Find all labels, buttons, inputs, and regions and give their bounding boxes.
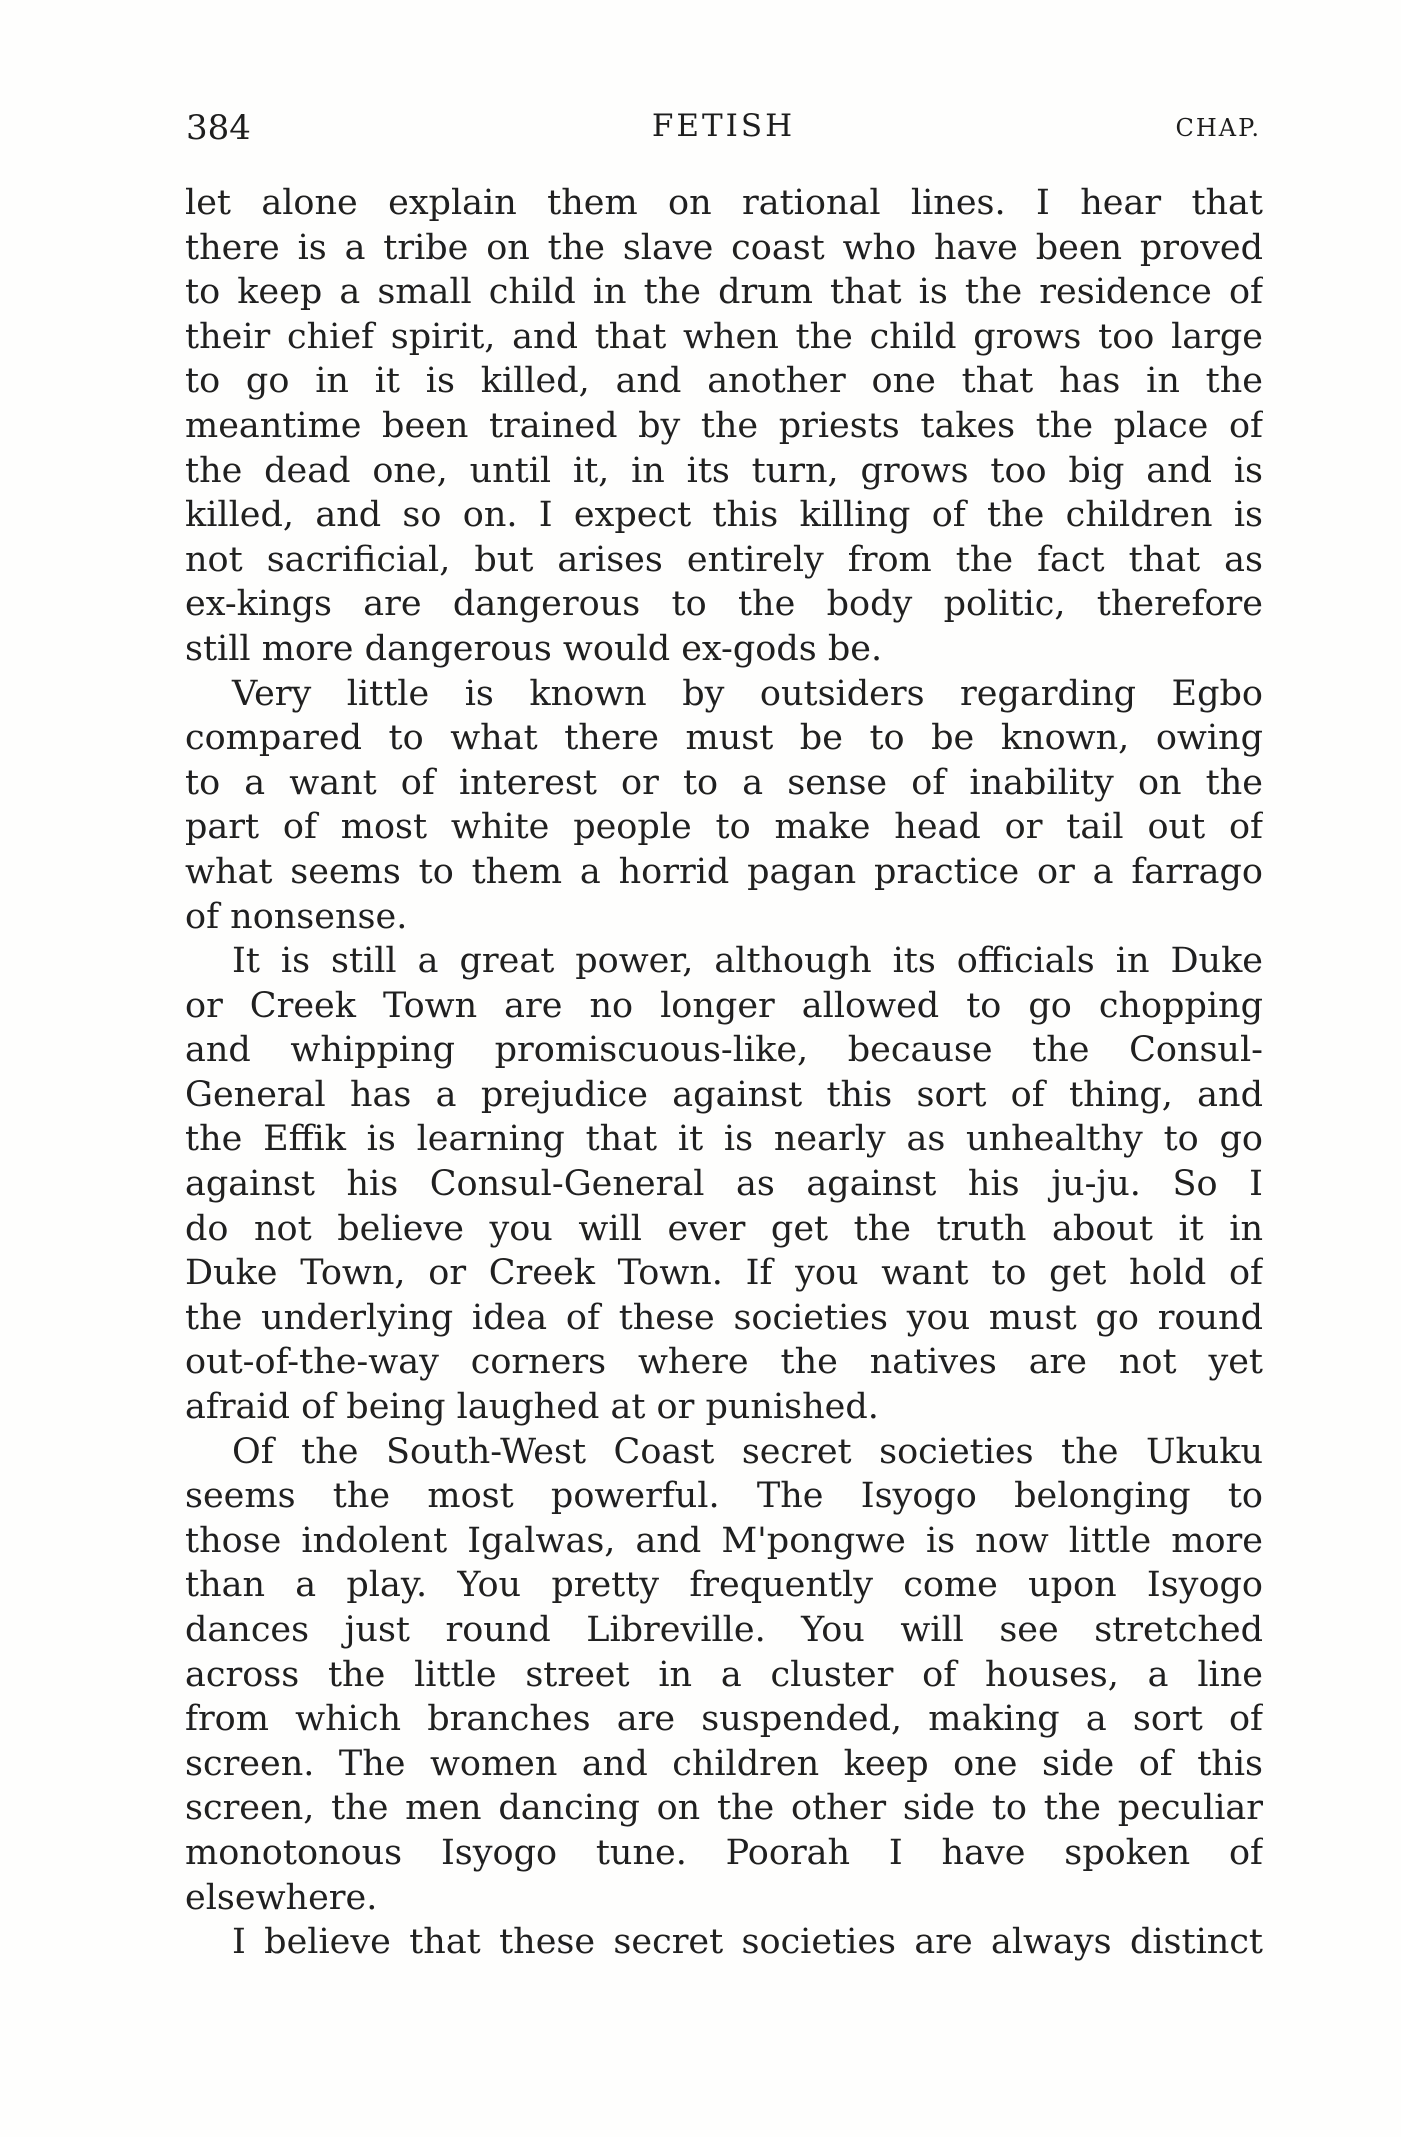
text-line: meantime been trained by the priests takes the place of: [185, 405, 1263, 446]
page-number: 384: [186, 108, 251, 148]
text-line: across the little street in a cluster of houses, a line: [185, 1654, 1263, 1695]
text-line: let alone explain them on rational lines. I hear that: [185, 183, 1263, 223]
text-line: the dead one, until it, in its turn, grows too big and is: [185, 450, 1263, 491]
text-line: Duke Town, or Creek Town. If you want to get hold of: [185, 1253, 1263, 1294]
text-line: compared to what there must be to be known, owing: [185, 718, 1263, 759]
text-line: from which branches are suspended, making a sort of: [185, 1699, 1263, 1740]
body-text: [185, 181, 1263, 1965]
text-line: out-of-the-way corners where the natives are not yet: [185, 1342, 1263, 1383]
text-line: to a want of interest or to a sense of inability on the: [185, 762, 1263, 803]
page-header: [186, 104, 1261, 152]
running-title: FETISH: [651, 108, 796, 144]
text-line: the Effik is learning that it is nearly as unhealthy to go: [185, 1119, 1263, 1160]
paragraph-start-line: Of the South-West Coast secret societies the Ukuku: [232, 1431, 1263, 1472]
paragraph-start-line: I believe that these secret societies are always distinct: [232, 1922, 1263, 1963]
text-line: against his Consul-General as against his ju-ju. So I: [185, 1164, 1263, 1205]
text-line: the underlying idea of these societies you must go round: [185, 1297, 1263, 1338]
text-line: to go in it is killed, and another one that has in the: [185, 361, 1263, 402]
text-line: screen, the men dancing on the other side to the peculiar: [185, 1788, 1263, 1829]
paragraph-start-line: Very little is known by outsiders regarding Egbo: [232, 673, 1263, 714]
text-line: than a play. You pretty frequently come upon Isyogo: [185, 1565, 1263, 1606]
text-line: monotonous Isyogo tune. Poorah I have spoken of: [185, 1832, 1263, 1873]
text-line: their chief spirit, and that when the child grows too large: [185, 316, 1263, 357]
text-line: screen. The women and children keep one side of this: [185, 1743, 1263, 1784]
text-line: seems the most powerful. The Isyogo belonging to: [185, 1476, 1263, 1517]
text-line: not sacrificial, but arises entirely from the fact that as: [185, 539, 1263, 580]
text-line: ex-kings are dangerous to the body politic, therefore: [185, 584, 1263, 625]
text-line: of nonsense.: [185, 896, 408, 937]
text-line: to keep a small child in the drum that is the residence of: [185, 272, 1263, 313]
text-line: part of most white people to make head or tail out of: [185, 807, 1263, 848]
text-line: do not believe you will ever get the truth about it in: [185, 1208, 1263, 1249]
text-line: still more dangerous would ex-gods be.: [185, 628, 883, 669]
paragraph-start-line: It is still a great power, although its officials in Duke: [232, 941, 1263, 982]
text-line: dances just round Libreville. You will see stretched: [185, 1610, 1263, 1650]
text-line: afraid of being laughed at or punished.: [185, 1387, 879, 1428]
chapter-label: CHAP.: [1175, 114, 1261, 142]
text-line: or Creek Town are no longer allowed to go chopping: [185, 985, 1263, 1026]
text-line: General has a prejudice against this sort of thing, and: [185, 1074, 1263, 1115]
text-line: elsewhere.: [185, 1877, 378, 1918]
text-line: and whipping promiscuous-like, because the Consul-: [185, 1030, 1263, 1071]
text-line: what seems to them a horrid pagan practice or a farrago: [185, 851, 1263, 892]
text-line: those indolent Igalwas, and M'pongwe is now little more: [185, 1520, 1263, 1561]
text-line: killed, and so on. I expect this killing of the children is: [185, 495, 1263, 536]
text-line: there is a tribe on the slave coast who have been proved: [185, 227, 1263, 268]
